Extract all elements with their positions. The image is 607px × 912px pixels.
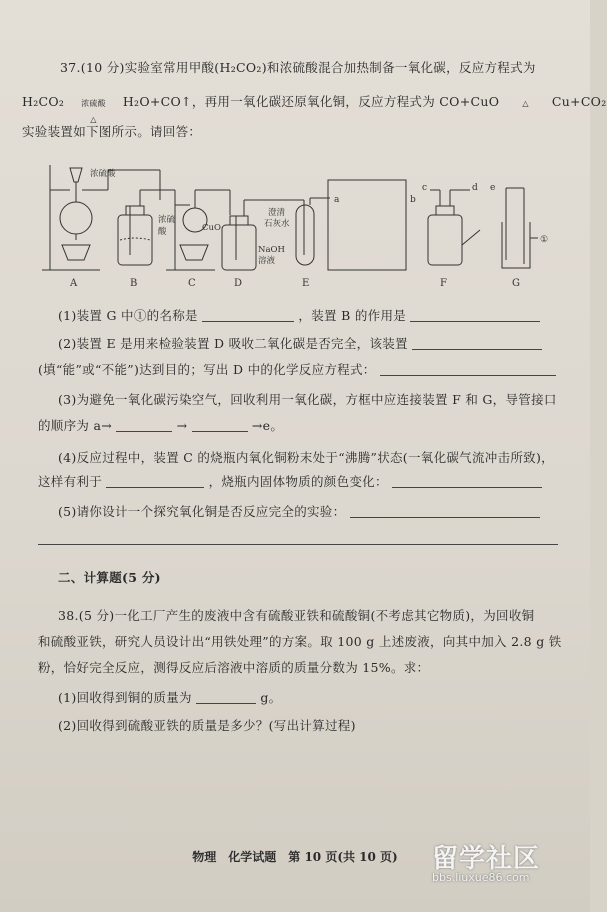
- q38-sub1-unit: g。: [260, 690, 282, 705]
- q37-part2-text-b: (填“能”或“不能”)达到目的；写出 D 中的化学反应方程式：: [38, 362, 376, 377]
- label-conc-acid: 浓硫酸: [90, 169, 116, 179]
- answer-blank-3a[interactable]: [116, 419, 172, 432]
- q37-equation-line: [22, 94, 607, 124]
- label-cuo: CuO: [202, 223, 221, 233]
- port-d: d: [472, 183, 478, 193]
- eq2-right: Cu+CO₂: [551, 94, 607, 109]
- eq1-left: H₂CO₂: [22, 94, 65, 109]
- letter-f: F: [440, 278, 447, 289]
- answer-blank-1a[interactable]: [202, 309, 294, 322]
- label-naoh: NaOH: [258, 245, 285, 255]
- q38-sub2: (2)回收得到硫酸亚铁的质量是多少？(写出计算过程): [58, 718, 356, 733]
- port-c: c: [422, 183, 428, 193]
- q37-part5: [58, 504, 540, 520]
- label-conc-acid-b: 浓硫: [158, 215, 176, 225]
- q37-part4: (4)反应过程中，装置 C 的烧瓶内氧化铜粉末处于“沸腾”状态(一氧化碳气流冲击所致)，: [58, 450, 554, 465]
- apparatus-diagram: [40, 160, 560, 290]
- label-limewater: 澄清: [268, 208, 286, 218]
- watermark-url: bbs.liuxue86.com: [432, 871, 530, 884]
- page-footer: 物理 化学试题 第 10 页(共 10 页): [192, 850, 398, 864]
- answer-blank-4a[interactable]: [106, 475, 204, 488]
- q37-part5-text: (5)请你设计一个探究氧化铜是否反应完全的实验：: [58, 504, 346, 519]
- letter-g: G: [512, 278, 520, 289]
- apparatus-f: [428, 190, 480, 265]
- q37-part2-cont: [38, 362, 556, 378]
- q37-part2: [58, 336, 542, 352]
- q37-part3: (3)为避免一氧化碳污染空气，回收利用一氧化碳，方框中应连接装置 F 和 G，导管接口: [58, 392, 557, 407]
- q38-line1: 38.(5 分)一化工厂产生的废液中含有硫酸亚铁和硫酸铜(不考虑其它物质)，为回收铜: [58, 608, 535, 623]
- watermark-brand: 留学社区: [432, 844, 541, 874]
- eq1-cond-bot: △: [90, 115, 97, 124]
- q37-apparatus-intro: 实验装置如下图所示。请回答：: [22, 124, 202, 139]
- q37-part4-text-b: 这样有利于: [38, 474, 103, 489]
- label-conc-acid-b2: 酸: [158, 227, 167, 237]
- letter-d: D: [234, 278, 243, 289]
- connection-box: [328, 180, 406, 270]
- q37-part3-arrow: →: [176, 418, 188, 433]
- q37-part2-text: (2)装置 E 是用来检验装置 D 吸收二氧化碳是否完全，该装置: [58, 336, 408, 351]
- answer-blank-2b[interactable]: [380, 363, 556, 376]
- label-circle-1: ①: [540, 235, 549, 245]
- section-2-heading: 二、计算题(5 分): [58, 570, 161, 585]
- apparatus-e: [296, 198, 330, 265]
- answer-blank-5a[interactable]: [350, 505, 540, 518]
- q37-part4-text-c: ，烧瓶内固体物质的颜色变化：: [208, 474, 388, 489]
- q37-part3-text-d: →e。: [251, 418, 284, 433]
- q38-line2: 和硫酸亚铁，研究人员设计出“用铁处理”的方案。取 100 g 上述废液，向其中加入 2.8 g 铁: [38, 634, 562, 649]
- q37-part1-text: (1)装置 G 中①的名称是: [58, 308, 198, 323]
- watermark: [432, 838, 540, 884]
- label-naoh2: 溶液: [258, 256, 276, 266]
- answer-blank-4b[interactable]: [392, 475, 542, 488]
- eq1-cond-top: 浓硫酸: [81, 99, 106, 108]
- answer-blank-3b[interactable]: [192, 419, 248, 432]
- eq2-cond-top: △: [522, 99, 529, 108]
- port-e: e: [490, 183, 496, 193]
- q37-part1: [58, 308, 540, 324]
- label-limewater2: 石灰水: [264, 219, 290, 229]
- apparatus-g: [502, 188, 538, 268]
- q37-intro: 37.(10 分)实验室常用甲酸(H₂CO₂)和浓硫酸混合加热制备一氧化碳，反应方程式为: [60, 60, 536, 75]
- answer-blank-38-1[interactable]: [196, 691, 256, 704]
- letter-e: E: [302, 278, 310, 289]
- q37-part3-cont: [38, 418, 283, 434]
- q37-part1-text-b: ，装置 B 的作用是: [298, 308, 407, 323]
- q37-part4-cont: [38, 474, 542, 490]
- apparatus-a: [42, 165, 160, 270]
- letter-b: B: [130, 278, 138, 289]
- port-b: b: [410, 195, 416, 205]
- eq1-right: H₂O+CO↑，再用一氧化碳还原氧化铜，反应方程式为 CO+CuO: [122, 94, 500, 109]
- letter-c: C: [188, 278, 196, 289]
- answer-blank-1b[interactable]: [410, 309, 540, 322]
- letter-a: A: [70, 278, 78, 289]
- answer-blank-2a[interactable]: [412, 337, 542, 350]
- answer-blank-5b[interactable]: [38, 532, 558, 545]
- port-a: a: [334, 195, 340, 205]
- q38-sub1-text: (1)回收得到铜的质量为: [58, 690, 192, 705]
- q37-part3-text-b: 的顺序为 a→: [38, 418, 112, 433]
- q38-line3: 粉，恰好完全反应，测得反应后溶液中溶质的质量分数为 15%。求：: [38, 660, 430, 675]
- q38-sub1: [58, 690, 281, 706]
